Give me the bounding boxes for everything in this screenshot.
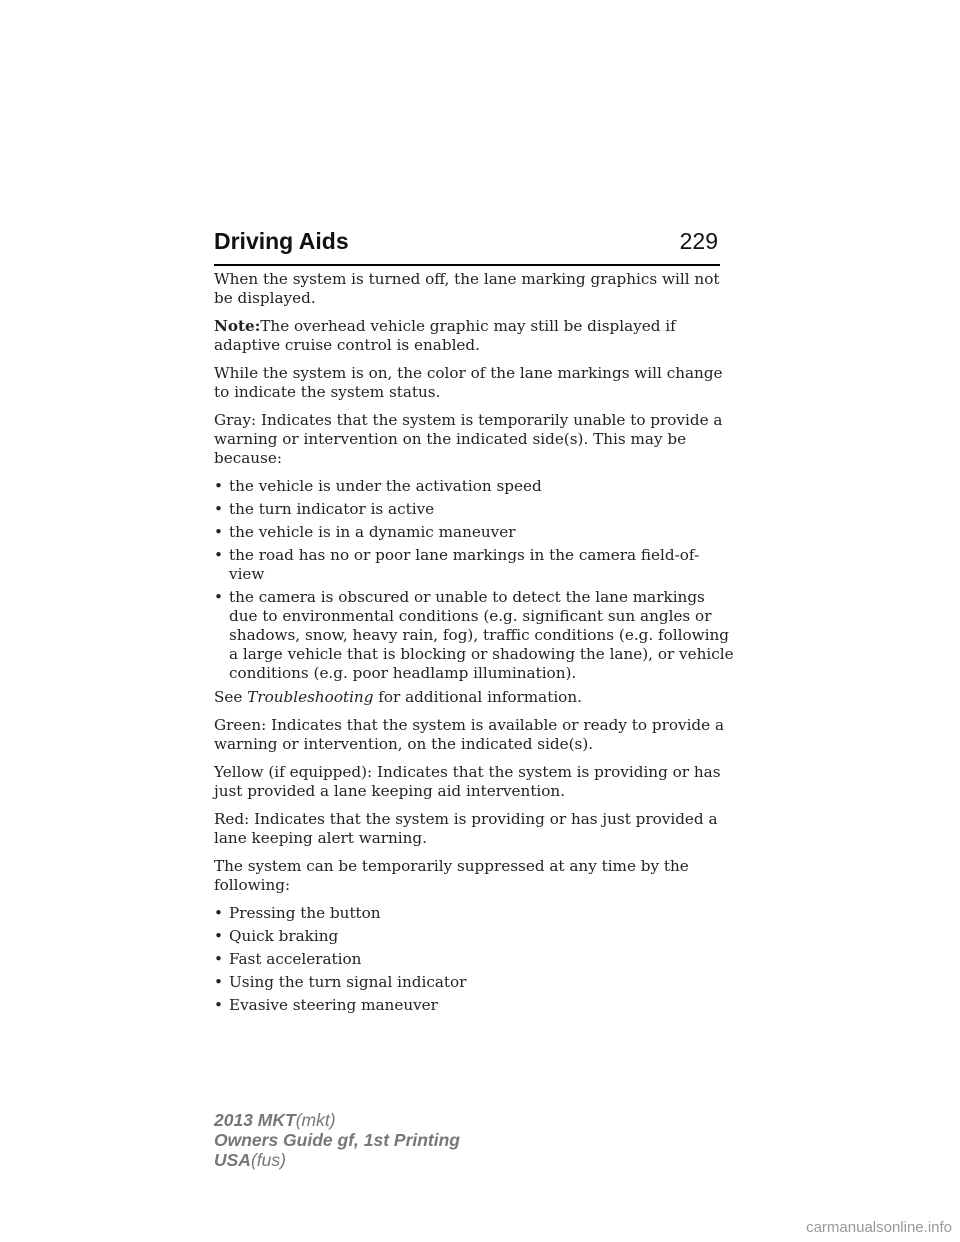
troubleshooting-reference: Troubleshooting <box>247 688 374 706</box>
list-item <box>214 904 734 923</box>
footer-line-market <box>214 1150 460 1170</box>
list-item <box>214 996 734 1015</box>
bullet-icon: • <box>214 950 223 968</box>
bullet-icon: • <box>214 477 223 495</box>
footer-line-guide: Owners Guide gf, 1st Printing <box>214 1130 460 1150</box>
paragraph-gray: Gray: Indicates that the system is temporarily unable to provide a warning or intervention on the indicated side(s). This may be because: <box>214 411 723 467</box>
list-item-text: the vehicle is in a dynamic maneuver <box>229 523 516 541</box>
see-prefix: See <box>214 688 243 706</box>
paragraph-color-change: While the system is on, the color of the lane markings will change to indicate the system status. <box>214 364 723 401</box>
list-item <box>214 973 734 992</box>
footer-model: 2013 MKT <box>214 1110 296 1130</box>
see-suffix: for additional information. <box>378 688 582 706</box>
list-item-text: Quick braking <box>229 927 339 945</box>
list-item <box>214 546 734 584</box>
footer-market-code: (fus) <box>250 1150 286 1170</box>
list-item-text: the road has no or poor lane markings in the camera field-of-view <box>229 546 700 583</box>
bullet-icon: • <box>214 927 223 945</box>
bullet-icon: • <box>214 904 223 922</box>
list-item-text: the turn indicator is active <box>229 500 435 518</box>
list-item-text: Using the turn signal indicator <box>229 973 467 991</box>
note-label: Note: <box>214 317 261 335</box>
paragraph-suppress: The system can be temporarily suppressed at any time by the following: <box>214 857 689 894</box>
list-item <box>214 500 734 519</box>
paragraph-system-off: When the system is turned off, the lane marking graphics will not be displayed. <box>214 270 720 307</box>
paragraph-red: Red: Indicates that the system is providing or has just provided a lane keeping alert warning. <box>214 810 718 847</box>
list-item <box>214 927 734 946</box>
list-item <box>214 477 734 496</box>
gray-reasons-list <box>214 477 734 683</box>
list-item-text: the vehicle is under the activation speed <box>229 477 542 495</box>
page-header <box>214 228 720 266</box>
bullet-icon: • <box>214 996 223 1014</box>
list-item <box>214 523 734 542</box>
list-item-text: the camera is obscured or unable to detect the lane markings due to environmental conditions (e.g. significant sun angles or shadows, snow, heavy rain, fog), traffic conditions (e.g. following a large vehicle that is blocking or shadowing the lane), or vehicle conditions (e.g. poor headlamp illumination). <box>229 588 734 682</box>
note-text: The overhead vehicle graphic may still be displayed if adaptive cruise control is enabled. <box>214 317 676 354</box>
list-item <box>214 588 734 683</box>
footer-line-model <box>214 1110 460 1130</box>
footer-model-code: (mkt) <box>295 1110 336 1130</box>
paragraph-green: Green: Indicates that the system is available or ready to provide a warning or intervention, on the indicated side(s). <box>214 716 725 753</box>
paragraph-yellow: Yellow (if equipped): Indicates that the system is providing or has just provided a lane keeping aid intervention. <box>214 763 721 800</box>
suppress-list <box>214 904 734 1015</box>
section-title: Driving Aids <box>214 228 349 254</box>
watermark: carmanualsonline.info <box>806 1219 952 1236</box>
list-item-text: Pressing the button <box>229 904 381 922</box>
bullet-icon: • <box>214 523 223 541</box>
footer-market: USA <box>214 1150 251 1170</box>
see-troubleshooting <box>214 688 734 707</box>
note-paragraph <box>214 317 734 355</box>
bullet-icon: • <box>214 546 223 564</box>
page-number: 229 <box>679 228 718 254</box>
bullet-icon: • <box>214 973 223 991</box>
list-item-text: Evasive steering maneuver <box>229 996 438 1014</box>
print-footer <box>214 1110 460 1170</box>
bullet-icon: • <box>214 588 223 606</box>
bullet-icon: • <box>214 500 223 518</box>
list-item-text: Fast acceleration <box>229 950 362 968</box>
page-body <box>214 270 734 1020</box>
list-item <box>214 950 734 969</box>
